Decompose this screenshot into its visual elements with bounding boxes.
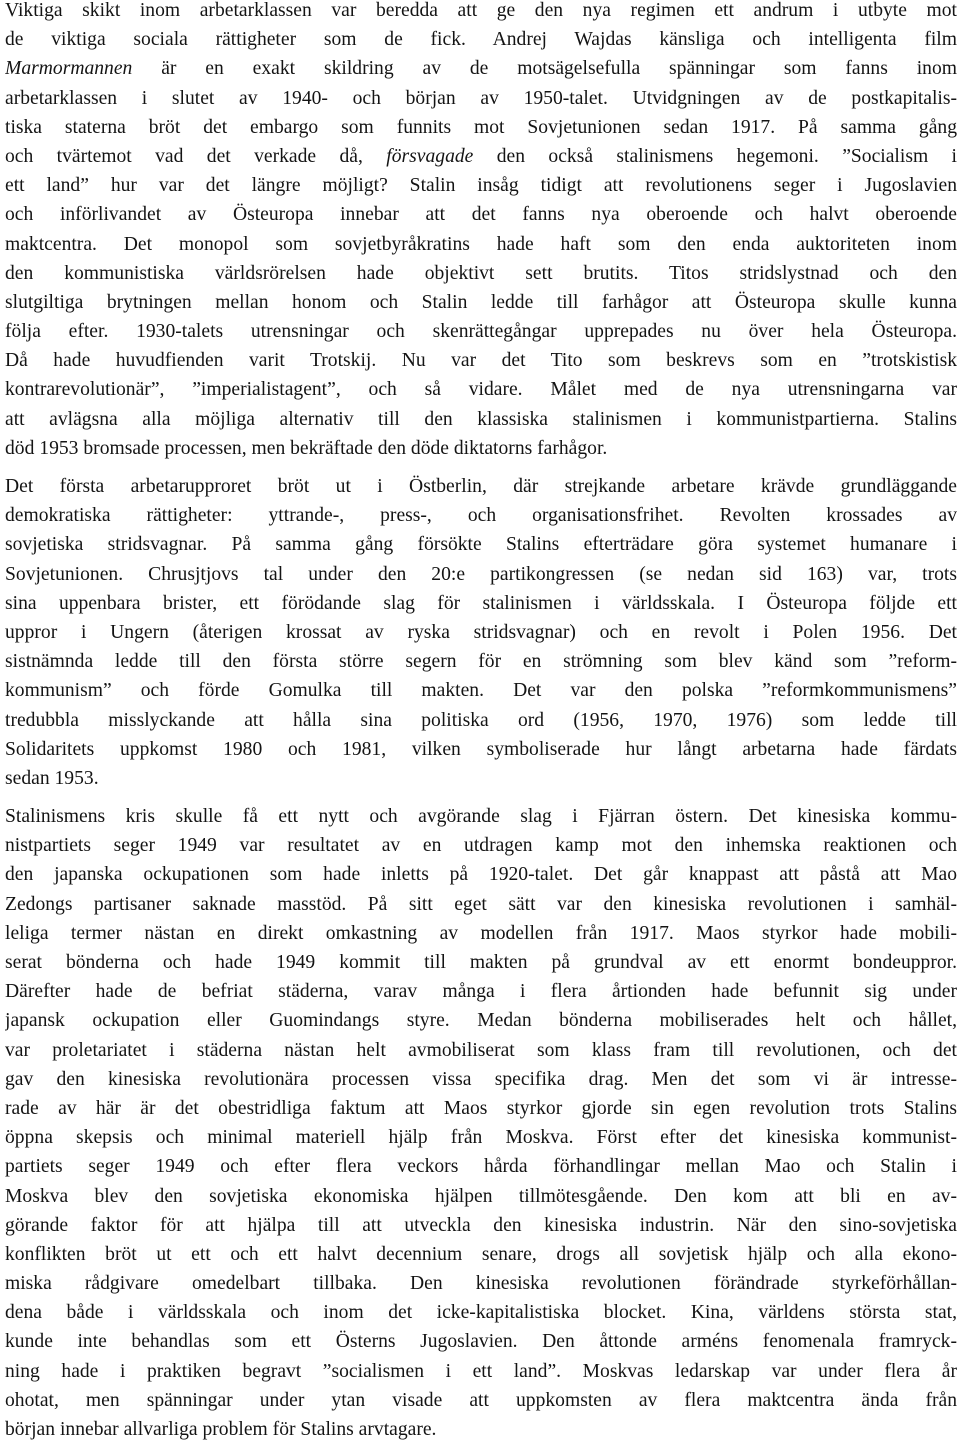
text-line bbox=[5, 676, 957, 705]
text-line bbox=[5, 919, 957, 948]
text-segment: tredubbla misslyckande att hålla sina politiska ord (1956, 1970, 1976) som ledde till bbox=[5, 709, 957, 731]
text-line bbox=[5, 1386, 957, 1415]
text-segment: och tvärtemot vad det verkade då, bbox=[5, 145, 387, 167]
text-line bbox=[5, 501, 957, 530]
text-line bbox=[5, 171, 957, 200]
text-segment: görande faktor för att hjälpa till att utveckla den kinesiska industrin. När den sino-sovjetiska bbox=[5, 1214, 957, 1236]
text-segment: början innebar allvarliga problem för Stalins arvtagare. bbox=[5, 1419, 437, 1440]
text-segment: nistpartiets seger 1949 var resultatet av en utdragen kamp mot den inhemska reaktionen och bbox=[5, 835, 957, 857]
text-segment: Viktiga skikt inom arbetarklassen var beredda att ge den nya regimen ett andrum i utbyte mot bbox=[5, 0, 957, 21]
text-segment: slutgiltiga brytningen mellan honom och Stalin ledde till farhågor att Östeuropa skulle kunna bbox=[5, 291, 957, 313]
text-line bbox=[5, 802, 957, 831]
text-segment: tiska staterna bröt det embargo som funnits mot Sovjetunionen sedan 1917. På samma gång bbox=[5, 116, 957, 138]
text-line bbox=[5, 977, 957, 1006]
text-line bbox=[5, 860, 957, 889]
text-line bbox=[5, 1065, 957, 1094]
text-line bbox=[5, 706, 957, 735]
text-segment: öppna skepsis och minimal materiell hjälp från Moskva. Först efter det kinesiska kommunist- bbox=[5, 1127, 957, 1149]
text-segment: kommunism” och förde Gomulka till makten. Det var den polska ”reformkommunismens” bbox=[5, 680, 957, 702]
text-line bbox=[5, 1269, 957, 1298]
text-segment: demokratiska rättigheter: yttrande-, press-, och organisationsfrihet. Revolten krossades av bbox=[5, 505, 957, 527]
text-segment: Moskva blev den sovjetiska ekonomiska hjälpen tillmötesgående. Den kom att bli en av- bbox=[5, 1185, 957, 1207]
text-line bbox=[5, 405, 957, 434]
text-segment: sedan 1953. bbox=[5, 767, 99, 789]
text-line bbox=[5, 560, 957, 589]
text-segment: kunde inte behandlas som ett Österns Jugoslavien. Den åttonde arméns fenomenala framryck- bbox=[5, 1331, 957, 1353]
text-line bbox=[5, 1240, 957, 1269]
text-segment: rade av här är det obestridliga faktum att Maos styrkor gjorde sin egen revolution trots Stalins bbox=[5, 1097, 957, 1119]
text-line bbox=[5, 1152, 957, 1181]
text-segment: är en exakt skildring av de motsägelsefulla spänningar som fanns inom bbox=[132, 58, 957, 80]
text-segment: japansk ockupation eller Guomindangs styre. Medan bönderna mobiliserades helt och hållet, bbox=[5, 1010, 957, 1032]
text-segment: följa efter. 1930-talets utrensningar och skenrättegångar upprepades nu över hela Östeuropa. bbox=[5, 321, 957, 343]
text-line bbox=[5, 230, 957, 259]
text-segment: uppror i Ungern (återigen krossat av ryska stridsvagnar) och en revolt i Polen 1956. Det bbox=[5, 621, 957, 643]
text-segment: maktcentra. Det monopol som sovjetbyråkratins hade haft som den enda auktoriteten inom bbox=[5, 233, 957, 255]
text-segment: Stalinismens kris skulle få ett nytt och avgörande slag i Fjärran östern. Det kinesiska kommu- bbox=[5, 806, 957, 828]
text-line bbox=[5, 1357, 957, 1386]
text-segment: sistnämnda ledde till den första större segern för en strömning som blev känd som ”reform- bbox=[5, 651, 957, 673]
text-segment: miska rådgivare omedelbart tillbaka. Den kinesiska revolutionen förändrade styrkeförhållan- bbox=[5, 1273, 957, 1295]
text-line bbox=[5, 735, 957, 764]
text-line bbox=[5, 647, 957, 676]
paragraph bbox=[5, 0, 957, 463]
text-segment: kontrarevolutionär”, ”imperialistagent”, och så vidare. Målet med de nya utrensningarna var bbox=[5, 379, 957, 401]
paragraph bbox=[5, 802, 957, 1444]
document-page bbox=[5, 0, 957, 1444]
text-line bbox=[5, 1182, 957, 1211]
italic-text: försvagade bbox=[386, 145, 474, 167]
text-segment: konflikten bröt ut ett och ett halvt decennium senare, drogs all sovjetisk hjälp och alla ekono- bbox=[5, 1243, 957, 1265]
text-segment: den också stalinismens hegemoni. ”Socialism i bbox=[473, 145, 957, 167]
text-segment: sina uppenbara brister, ett förödande slag för stalinismen i världsskala. I Östeuropa följde ett bbox=[5, 592, 957, 614]
text-line bbox=[5, 288, 957, 317]
text-line bbox=[5, 472, 957, 501]
text-line bbox=[5, 1211, 957, 1240]
text-line bbox=[5, 1094, 957, 1123]
text-line bbox=[5, 113, 957, 142]
text-line bbox=[5, 0, 957, 25]
text-segment: Sovjetunionen. Chrusjtjovs tal under den 20:e partikongressen (se nedan sid 163) var, trots bbox=[5, 563, 957, 585]
text-segment: de viktiga sociala rättigheter som de fick. Andrej Wajdas känsliga och intelligenta film bbox=[5, 29, 957, 51]
text-segment: att avlägsna alla möjliga alternativ till den klassiska stalinismen i kommunistpartierna. Stalins bbox=[5, 408, 957, 430]
text-segment: ohotat, men spänningar under ytan visade att uppkomsten av flera maktcentra ända från bbox=[5, 1389, 957, 1411]
text-segment: den japanska ockupationen som hade inletts på 1920-talet. Det går knappast att påstå att Mao bbox=[5, 864, 957, 886]
text-segment: död 1953 bromsade processen, men bekräftade den döde diktatorns farhågor. bbox=[5, 437, 608, 459]
text-segment: partiets seger 1949 och efter flera veckors hårda förhandlingar mellan Mao och Stalin i bbox=[5, 1156, 957, 1178]
text-line bbox=[5, 434, 957, 463]
text-segment: var proletariatet i städerna nästan helt avmobiliserat som klass fram till revolutionen, och det bbox=[5, 1039, 957, 1061]
text-line bbox=[5, 1036, 957, 1065]
text-line bbox=[5, 890, 957, 919]
text-segment: Då hade huvudfienden varit Trotskij. Nu var det Tito som beskrevs som en ”trotskistisk bbox=[5, 350, 957, 372]
text-segment: serat bönderna och hade 1949 kommit till makten på grundval av ett enormt bondeuppror. bbox=[5, 952, 957, 973]
text-segment: den kommunistiska världsrörelsen hade objektivt sett brutits. Titos stridslystnad och den bbox=[5, 262, 957, 284]
text-line bbox=[5, 200, 957, 229]
text-segment: arbetarklassen i slutet av 1940- och början av 1950-talet. Utvidgningen av de postkapitalis- bbox=[5, 87, 957, 109]
text-segment: Zedongs partisaner saknade masstöd. På sitt eget sätt var den kinesiska revolutionen i samhäl- bbox=[5, 893, 957, 915]
text-segment: leliga termer nästan en direkt omkastning av modellen från 1917. Maos styrkor hade mobili- bbox=[5, 922, 957, 944]
text-line bbox=[5, 618, 957, 647]
text-segment: och införlivandet av Östeuropa innebar att det fanns nya oberoende och halvt oberoende bbox=[5, 204, 957, 226]
text-line bbox=[5, 375, 957, 404]
text-line bbox=[5, 84, 957, 113]
text-line bbox=[5, 1123, 957, 1152]
text-segment: ning hade i praktiken begravt ”socialismen i ett land”. Moskvas ledarskap var under flera år bbox=[5, 1360, 957, 1382]
text-line bbox=[5, 1327, 957, 1356]
text-segment: ett land” hur var det längre möjligt? Stalin insåg tidigt att revolutionens seger i Jugoslavien bbox=[5, 175, 957, 197]
text-segment: sovjetiska stridsvagnar. På samma gång försökte Stalins efterträdare göra systemet humanare i bbox=[5, 534, 957, 556]
text-line bbox=[5, 259, 957, 288]
italic-text: Marmormannen bbox=[5, 58, 133, 80]
text-line bbox=[5, 764, 957, 793]
text-line bbox=[5, 54, 957, 83]
text-segment: Därefter hade de befriat städerna, varav många i flera årtionden hade befunnit sig under bbox=[5, 981, 957, 1003]
text-line bbox=[5, 1415, 957, 1444]
text-segment: dena både i världsskala och inom det icke-kapitalistiska blocket. Kina, världens största stat, bbox=[5, 1302, 957, 1324]
text-line bbox=[5, 1006, 957, 1035]
text-line bbox=[5, 1298, 957, 1327]
text-line bbox=[5, 530, 957, 559]
paragraph bbox=[5, 472, 957, 793]
text-line bbox=[5, 25, 957, 54]
text-line bbox=[5, 948, 957, 977]
text-segment: Solidaritets uppkomst 1980 och 1981, vilken symboliserade hur långt arbetarna hade färdats bbox=[5, 738, 957, 760]
text-line bbox=[5, 346, 957, 375]
text-line bbox=[5, 317, 957, 346]
text-line bbox=[5, 831, 957, 860]
text-segment: gav den kinesiska revolutionära processen vissa specifika drag. Men det som vi är intresse- bbox=[5, 1068, 957, 1090]
text-segment: Det första arbetarupproret bröt ut i Östberlin, där strejkande arbetare krävde grundläggande bbox=[5, 476, 957, 497]
text-line bbox=[5, 142, 957, 171]
text-line bbox=[5, 589, 957, 618]
